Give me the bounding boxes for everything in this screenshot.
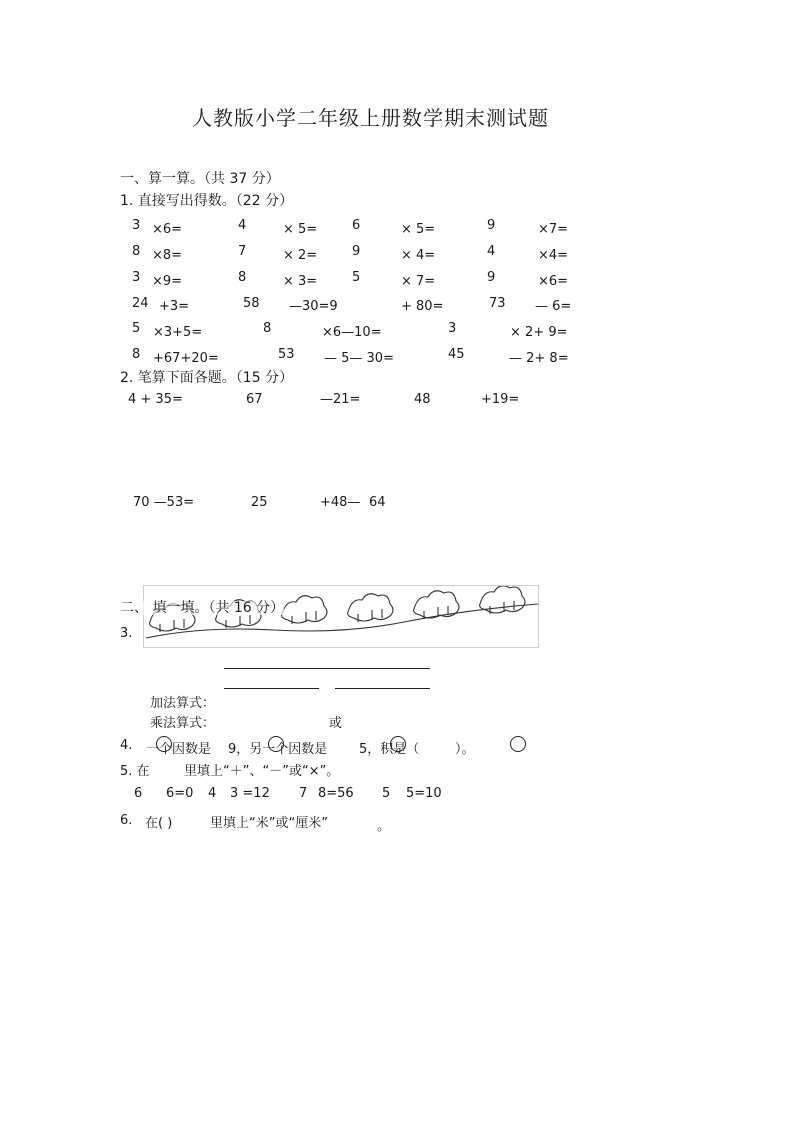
operand: 5 [132, 321, 141, 336]
expression: × 7= [401, 274, 436, 289]
operand: 9 [487, 270, 496, 285]
question-4-number: 4. [120, 738, 133, 753]
question-2-heading: 2. 笔算下面各题。（15 分） [120, 370, 294, 386]
question-3-number: 3. [120, 626, 133, 641]
question-4-text: 一个因数是 [146, 742, 212, 757]
calculation-item: +19= [481, 392, 520, 407]
operand: 3 [448, 321, 457, 336]
calculation-item: —21= [320, 392, 361, 407]
q5-item: 3 =12 [230, 786, 270, 801]
q5-item: 8=56 [318, 786, 354, 801]
expression: × 2= [283, 248, 318, 263]
question-6-end: 。 [377, 819, 391, 834]
section-1-heading: 一、算一算。（共 37 分） [120, 171, 280, 187]
expression: ×7= [538, 222, 569, 237]
expression: × 4= [401, 248, 436, 263]
question-5-text: 里填上“＋”、“－”或“×”。 [184, 764, 340, 779]
expression: × 2+ 9= [510, 325, 568, 340]
operand: 73 [489, 296, 506, 311]
calculation-item: 48 [414, 392, 431, 407]
operand: 9 [487, 218, 496, 233]
expression: ×6= [152, 222, 183, 237]
page-title: 人教版小学二年级上册数学期末测试题 [192, 106, 549, 130]
expression: ×8= [152, 248, 183, 263]
expression: × 5= [401, 222, 436, 237]
answer-line [224, 688, 319, 689]
calculation-item: 4 + 35= [128, 392, 183, 407]
question-6-prefix: 在( ) [145, 816, 173, 831]
expression: ×6= [538, 274, 569, 289]
trees-illustration [143, 585, 539, 648]
operand: 4 [238, 218, 247, 233]
question-4-text: 5，积是（ [359, 742, 420, 757]
expression: — 5— 30= [324, 351, 394, 366]
operand: 4 [487, 244, 496, 259]
operand: 8 [238, 270, 247, 285]
expression: ×6—10= [322, 325, 382, 340]
calculation-item: 67 [246, 392, 263, 407]
or-text: 或 [329, 716, 343, 731]
operand: 8 [132, 244, 141, 259]
calculation-item: +48— [320, 495, 361, 510]
expression: × 3= [283, 274, 318, 289]
operand: 6 [352, 218, 361, 233]
answer-line [224, 668, 430, 669]
operand: 24 [132, 296, 149, 311]
q5-item: 5 [382, 786, 391, 801]
operand: 9 [352, 244, 361, 259]
operand: 8 [263, 321, 272, 336]
expression: +3= [159, 299, 190, 314]
expression: ×9= [152, 274, 183, 289]
answer-line [335, 688, 430, 689]
section-2-heading: 二、 填一填。（共 16 分） [120, 600, 285, 616]
expression: ×4= [538, 248, 569, 263]
operand: 8 [132, 347, 141, 362]
q5-item: 6 [134, 786, 143, 801]
expression: × 5= [283, 222, 318, 237]
expression: + 80= [401, 299, 444, 314]
expression: — 2+ 8= [509, 351, 569, 366]
calculation-item: 70 —53= [133, 495, 195, 510]
operand: 3 [132, 218, 141, 233]
expression: —30=9 [289, 299, 338, 314]
multiplication-label: 乘法算式： [150, 716, 216, 731]
expression: +67+20= [153, 351, 219, 366]
q5-item: 7 [299, 786, 308, 801]
question-4-text: 9，另一个因数是 [228, 742, 328, 757]
operand: 58 [243, 296, 260, 311]
q5-item: 4 [208, 786, 217, 801]
calculation-item: 64 [369, 495, 386, 510]
question-6-text: 里填上“米”或“厘米” [210, 816, 328, 831]
expression: ×3+5= [153, 325, 203, 340]
question-5-prefix: 5. 在 [120, 764, 150, 779]
question-6-number: 6. [120, 813, 133, 828]
operand: 3 [132, 270, 141, 285]
calculation-item: 25 [251, 495, 268, 510]
question-4-text: ）。 [455, 742, 475, 757]
operand: 53 [278, 347, 295, 362]
operand: 45 [448, 347, 465, 362]
question-1-heading: 1. 直接写出得数。（22 分） [120, 193, 294, 209]
operand: 5 [352, 270, 361, 285]
expression: — 6= [535, 299, 572, 314]
q5-item: 5=10 [406, 786, 442, 801]
operand: 7 [238, 244, 247, 259]
addition-label: 加法算式： [150, 696, 216, 711]
q5-item: 6=0 [166, 786, 194, 801]
answer-circle[interactable] [510, 736, 526, 752]
